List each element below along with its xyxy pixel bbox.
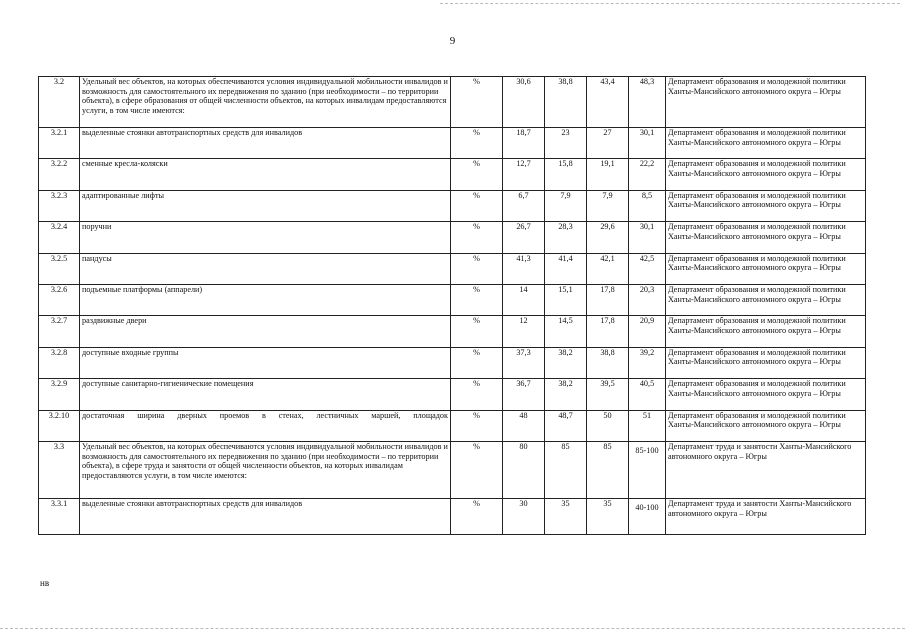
table-row [39,284,866,315]
row-value-1: 30,6 [503,77,545,128]
row-department: Департамент образования и молодежной политики Ханты-Мансийского автономного округа – Югры [666,379,866,410]
row-description: доступные входные группы [80,347,451,378]
table-row [39,222,866,253]
row-unit: % [451,347,503,378]
row-unit: % [451,441,503,498]
row-unit: % [451,159,503,190]
row-value-1: 30 [503,498,545,534]
page-number: 9 [449,35,456,47]
row-department: Департамент образования и молодежной политики Ханты-Мансийского автономного округа – Югры [666,410,866,441]
table-row [39,77,866,128]
row-value-2: 48,7 [545,410,587,441]
row-value-1: 37,3 [503,347,545,378]
row-number: 3.2.6 [39,284,80,315]
row-department: Департамент образования и молодежной политики Ханты-Мансийского автономного округа – Югры [666,159,866,190]
row-department: Департамент труда и занятости Ханты-Мансийского автономного округа – Югры [666,498,866,534]
row-unit: % [451,379,503,410]
row-number: 3.2.10 [39,410,80,441]
row-value-1: 12,7 [503,159,545,190]
row-number: 3.2.2 [39,159,80,190]
table-row [39,316,866,347]
row-value-3: 38,8 [587,347,629,378]
row-value-2: 38,2 [545,347,587,378]
row-department: Департамент образования и молодежной политики Ханты-Мансийского автономного округа – Югры [666,347,866,378]
row-value-4: 51 [629,410,666,441]
row-description: сменные кресла-коляски [80,159,451,190]
row-department: Департамент образования и молодежной политики Ханты-Мансийского автономного округа – Югры [666,222,866,253]
row-value-4: 22,2 [629,159,666,190]
row-value-3: 17,8 [587,284,629,315]
row-value-1: 26,7 [503,222,545,253]
indicator-table [38,76,866,535]
table-row [39,347,866,378]
row-value-1: 6,7 [503,190,545,221]
row-value-3: 42,1 [587,253,629,284]
row-value-4: 39,2 [629,347,666,378]
row-value-1: 41,3 [503,253,545,284]
row-department: Департамент образования и молодежной политики Ханты-Мансийского автономного округа – Югры [666,284,866,315]
row-value-3: 35 [587,498,629,534]
row-value-2: 28,3 [545,222,587,253]
row-description: выделенные стоянки автотранспортных средств для инвалидов [80,498,451,534]
row-unit: % [451,498,503,534]
row-unit: % [451,77,503,128]
row-value-4: 30,1 [629,222,666,253]
row-department: Департамент труда и занятости Ханты-Мансийского автономного округа – Югры [666,441,866,498]
row-number: 3.2.7 [39,316,80,347]
scan-artifact-top [440,3,900,4]
row-unit: % [451,316,503,347]
table-row [39,128,866,159]
row-description: Удельный вес объектов, на которых обеспечиваются условия индивидуальной мобильности инвалидов и возможность для самостоятельного их передвижения по зданию (при необходимости – по территории объекта), в сфере труда и занятости от общей численности объектов, на которых инвалидам предоставляются услуги, в том числе имеются: [80,441,451,498]
row-value-4: 8,5 [629,190,666,221]
row-description: выделенные стоянки автотранспортных средств для инвалидов [80,128,451,159]
row-description: Удельный вес объектов, на которых обеспечиваются условия индивидуальной мобильности инвалидов и возможность для самостоятельного их передвижения по зданию (при необходимости – по территории объекта), в сфере образования от общей численности объектов, на которых инвалидам предоставляются услуги, в том числе имеются: [80,77,451,128]
row-unit: % [451,222,503,253]
row-value-2: 15,8 [545,159,587,190]
table-row [39,190,866,221]
row-value-3: 29,6 [587,222,629,253]
row-number: 3.2.1 [39,128,80,159]
row-value-3: 39,5 [587,379,629,410]
row-description: достаточная ширина дверных проемов в стенах, лестничных маршей, площадок [80,410,451,441]
row-value-2: 41,4 [545,253,587,284]
table-row [39,253,866,284]
row-value-4: 30,1 [629,128,666,159]
row-value-3: 7,9 [587,190,629,221]
table-row [39,498,866,534]
row-value-2: 23 [545,128,587,159]
table-row [39,379,866,410]
scan-artifact-bottom [0,628,905,629]
row-department: Департамент образования и молодежной политики Ханты-Мансийского автономного округа – Югры [666,190,866,221]
row-unit: % [451,410,503,441]
row-number: 3.2 [39,77,80,128]
row-value-4: 40-100 [629,498,666,534]
row-value-2: 14,5 [545,316,587,347]
row-description: подъемные платформы (аппарели) [80,284,451,315]
row-description: поручни [80,222,451,253]
row-value-1: 18,7 [503,128,545,159]
table-row [39,410,866,441]
row-value-4: 40,5 [629,379,666,410]
row-value-2: 15,1 [545,284,587,315]
row-description: раздвижные двери [80,316,451,347]
row-value-1: 80 [503,441,545,498]
row-value-4: 48,3 [629,77,666,128]
row-number: 3.3 [39,441,80,498]
row-description: доступные санитарно-гигиенические помещения [80,379,451,410]
row-unit: % [451,284,503,315]
row-value-3: 17,8 [587,316,629,347]
row-value-4: 85-100 [629,441,666,498]
row-number: 3.2.5 [39,253,80,284]
row-number: 3.2.8 [39,347,80,378]
row-value-3: 43,4 [587,77,629,128]
row-value-2: 85 [545,441,587,498]
row-department: Департамент образования и молодежной политики Ханты-Мансийского автономного округа – Югры [666,77,866,128]
row-unit: % [451,190,503,221]
table-row [39,441,866,498]
row-value-4: 20,9 [629,316,666,347]
row-description: адаптированные лифты [80,190,451,221]
row-unit: % [451,253,503,284]
row-value-4: 20,3 [629,284,666,315]
table-row [39,159,866,190]
footer-mark: нв [40,578,50,588]
row-department: Департамент образования и молодежной политики Ханты-Мансийского автономного округа – Югры [666,316,866,347]
row-value-1: 36,7 [503,379,545,410]
row-value-3: 50 [587,410,629,441]
row-number: 3.3.1 [39,498,80,534]
row-value-4: 42,5 [629,253,666,284]
row-unit: % [451,128,503,159]
row-value-2: 38,2 [545,379,587,410]
row-value-1: 48 [503,410,545,441]
row-value-3: 19,1 [587,159,629,190]
row-description: пандусы [80,253,451,284]
row-value-1: 14 [503,284,545,315]
row-department: Департамент образования и молодежной политики Ханты-Мансийского автономного округа – Югры [666,253,866,284]
row-value-3: 27 [587,128,629,159]
row-value-1: 12 [503,316,545,347]
row-value-2: 35 [545,498,587,534]
row-number: 3.2.9 [39,379,80,410]
row-number: 3.2.3 [39,190,80,221]
row-department: Департамент образования и молодежной политики Ханты-Мансийского автономного округа – Югры [666,128,866,159]
row-value-3: 85 [587,441,629,498]
row-number: 3.2.4 [39,222,80,253]
row-value-2: 7,9 [545,190,587,221]
row-value-2: 38,8 [545,77,587,128]
